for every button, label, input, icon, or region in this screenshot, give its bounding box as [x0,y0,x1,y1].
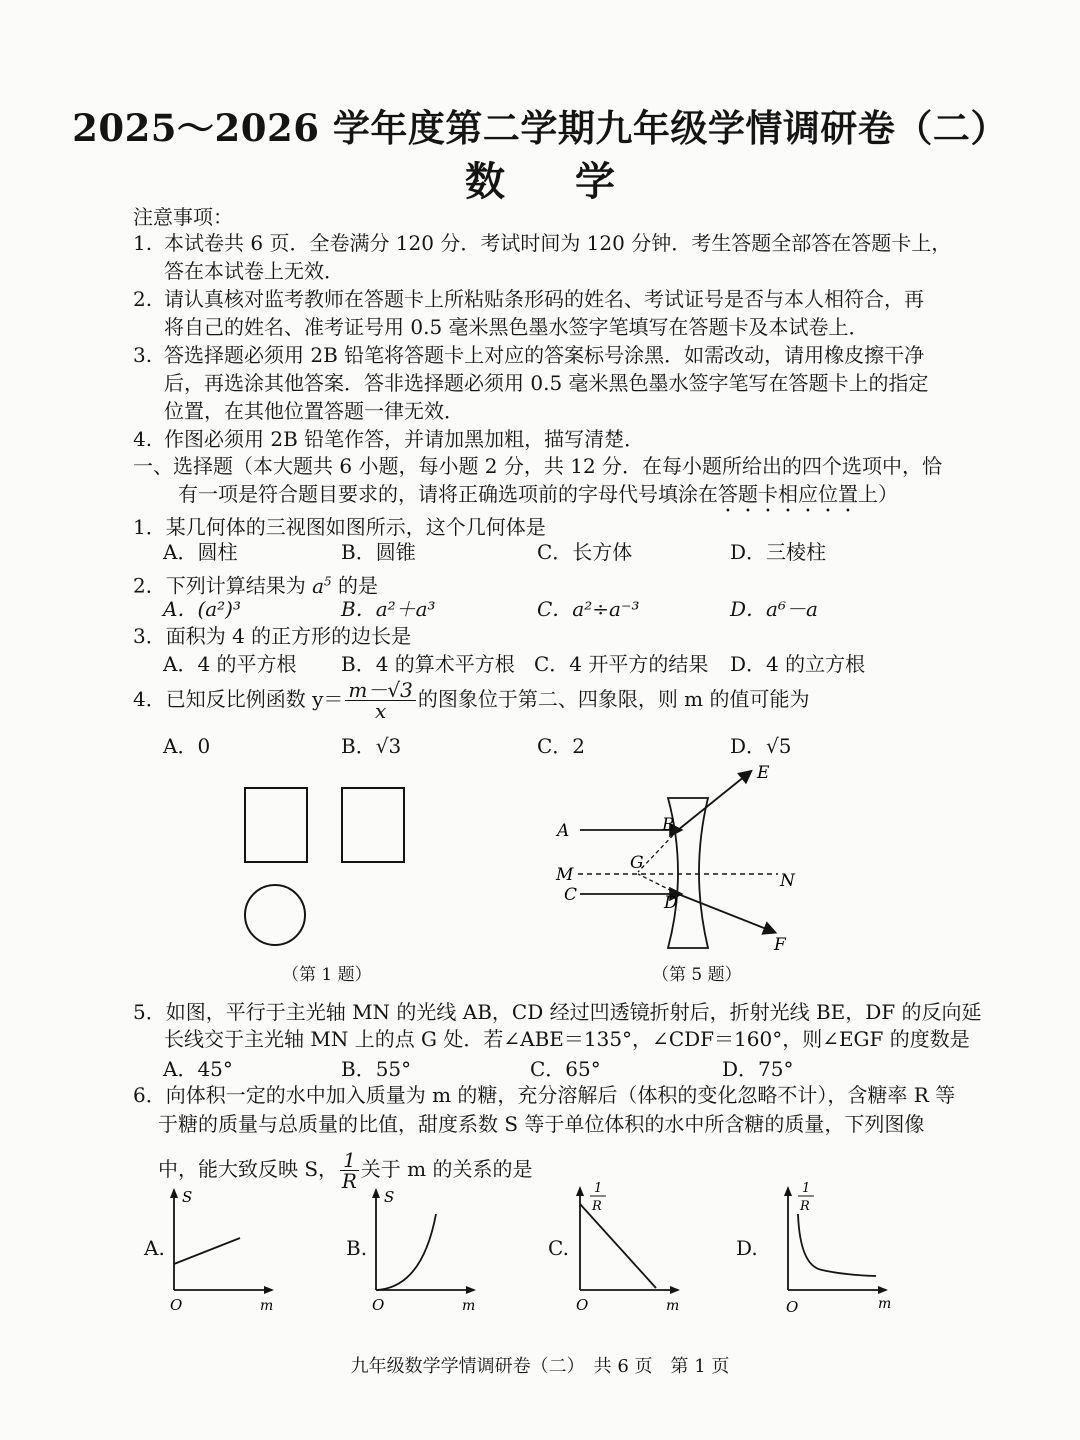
label-a: A [557,821,570,841]
q4-fraction [345,680,415,721]
q4-option-b[interactable]: B．√3 [341,734,402,758]
q3-option-b[interactable]: B．4 的算术平方根 [341,652,515,676]
q4-option-a[interactable]: A．0 [163,734,211,758]
notice-item-4-line1: 作图必须用 2B 铅笔作答，并请加黑加粗，描写清楚． [164,427,645,451]
subject-title: 数 学 [465,158,643,205]
q2-option-c[interactable]: C．a²÷a⁻³ [537,597,640,621]
q2-option-a[interactable]: A．(a²)³ [163,597,242,621]
ray-df [678,894,774,932]
q4-stem-b: 的图象位于第二、四象限，则 m 的值可能为 [417,687,810,711]
graph-c-origin: O [576,1296,589,1314]
q1-option-a[interactable]: A．圆柱 [163,540,238,564]
graph-d-xlabel: m [878,1296,892,1312]
section1-heading-line1: 一、选择题（本大题共 6 小题，每小题 2 分，共 12 分．在每小题所给出的四个选项中，恰 [133,454,943,478]
graph-c-ylabel-num: 1 [594,1181,603,1196]
x-arrow-icon [878,1286,888,1294]
notice-heading: 注意事项： [133,205,233,229]
graph-d-curve [798,1214,876,1276]
q4-frac-den: x [374,699,387,723]
section1-heading-line2 [178,480,898,517]
y-arrow-icon [576,1186,584,1196]
q4-stem-a: 4．已知反比例函数 y＝ [133,687,344,711]
q1-stem: 1．某几何体的三视图如图所示，这个几何体是 [133,515,546,539]
section1-line2-b: 上） [858,482,898,506]
q2-option-b[interactable]: B．a²＋a³ [341,597,436,621]
q6-graph-a[interactable] [160,1180,285,1315]
ray-be [678,772,750,830]
q4-option-d[interactable]: D．√5 [730,734,792,758]
graph-a-ylabel: S [182,1188,193,1206]
q3-option-c[interactable]: C．4 开平方的结果 [534,652,709,676]
q2-option-d[interactable]: D．a⁶－a [730,597,818,621]
q1-option-b[interactable]: B．圆锥 [341,540,416,564]
q1-figure-caption: （第 1 题） [282,965,372,985]
y-arrow-icon [372,1188,380,1198]
q6-graph-d[interactable] [774,1178,899,1315]
q5-lens-figure [550,760,810,960]
extension-bg [638,830,678,872]
top-view-circle [245,885,305,945]
front-view-rect [245,788,307,862]
q2-stem-a: 2．下列计算结果为 [133,573,313,598]
notice-item-2-num: 2. [133,287,153,311]
section1-line2-emphasis: 答题卡相应位置 [718,482,858,506]
graph-c-ylabel-den: R [592,1199,602,1214]
q6-fraction [340,1150,359,1191]
q3-option-d[interactable]: D．4 的立方根 [730,652,866,676]
side-view-rect [342,788,404,862]
notice-item-3-line3: 位置，在其他位置答题一律无效． [164,399,464,423]
q6-line3-a: 中，能大致反映 S， [158,1157,339,1181]
q5-option-b[interactable]: B．55° [341,1057,412,1081]
graph-b-curve [376,1214,436,1290]
q6-frac-den: R [341,1169,357,1193]
q6-frac-num: 1 [340,1150,359,1171]
graph-a-origin: O [170,1296,183,1314]
q5-option-d[interactable]: D．75° [722,1057,794,1081]
y-arrow-icon [784,1186,792,1196]
q4-stem [133,680,810,721]
q5-option-c[interactable]: C．65° [530,1057,601,1081]
x-arrow-icon [466,1286,476,1294]
q5-stem-line1: 5．如图，平行于主光轴 MN 的光线 AB，CD 经过凹透镜折射后，折射光线 BE，DF 的反向延 [133,1000,982,1024]
notice-item-3-line1: 答选择题必须用 2B 铅笔将答题卡上对应的答案标号涂黑．如需改动，请用橡皮擦干净 [164,343,925,367]
graph-d-ylabel-num: 1 [802,1181,811,1196]
label-c: C [564,885,578,905]
q6-stem-line2: 于糖的质量与总质量的比值，甜度系数 S 等于单位体积的水中所含糖的质量，下列图像 [158,1112,925,1136]
graph-c-curve [580,1204,656,1288]
notice-item-1-num: 1. [133,231,153,255]
q3-option-a[interactable]: A．4 的平方根 [163,652,297,676]
q6-graph-c-letter[interactable]: C. [548,1236,569,1260]
label-g: G [630,853,644,873]
q3-stem: 3．面积为 4 的正方形的边长是 [133,624,412,648]
label-f: F [774,935,786,955]
x-arrow-icon [670,1286,680,1294]
label-e: E [757,763,770,783]
q2-stem-b: 的是 [331,573,379,598]
q6-graph-b[interactable] [362,1180,487,1315]
notice-item-2-line1: 请认真核对监考教师在答题卡上所粘贴条形码的姓名、考试证号是否与本人相符合，再 [164,287,924,311]
graph-b-xlabel: m [462,1298,476,1314]
exam-title: 2025～2026 学年度第二学期九年级学情调研卷（二） [72,106,1008,150]
graph-a-curve [174,1238,240,1264]
notice-item-1-line2: 答在本试卷上无效． [164,259,344,283]
notice-item-2-line2: 将自己的姓名、准考证号用 0.5 毫米黑色墨水签字笔填写在答题卡及本试卷上． [164,315,869,339]
q1-three-views-figure [230,780,430,980]
notice-item-4-num: 4. [133,427,153,451]
page-footer: 九年级数学学情调研卷（二） 共 6 页 第 1 页 [350,1356,730,1377]
q4-option-c[interactable]: C．2 [537,734,586,758]
q1-option-d[interactable]: D．三棱柱 [730,540,827,564]
q5-figure-caption: （第 5 题） [652,965,742,985]
graph-c-xlabel: m [666,1298,680,1314]
q6-stem-line1: 6．向体积一定的水中加入质量为 m 的糖，充分溶解后（体积的变化忽略不计），含糖率 R 等 [133,1083,956,1107]
q6-graph-b-letter[interactable]: B. [346,1236,368,1260]
graph-b-ylabel: S [384,1188,395,1206]
q6-graph-a-letter[interactable]: A. [144,1236,165,1260]
q6-graph-c[interactable] [566,1178,691,1315]
y-arrow-icon [170,1188,178,1198]
q5-stem-line2: 长线交于主光轴 MN 上的点 G 处．若∠ABE＝135°，∠CDF＝160°，则∠EGF 的度数是 [164,1027,970,1051]
graph-a-xlabel: m [260,1298,274,1314]
q5-option-a[interactable]: A．45° [163,1057,233,1081]
graph-d-origin: O [786,1298,799,1315]
label-n: N [780,871,795,891]
q2-a5: $a^5$ [312,573,332,598]
notice-item-3-line2: 后，再选涂其他答案．答非选择题必须用 0.5 毫米黑色墨水签字笔写在答题卡上的指定 [164,371,929,395]
q1-option-c[interactable]: C．长方体 [537,540,633,564]
label-b: B [662,815,675,835]
graph-b-origin: O [372,1296,385,1314]
label-m: M [556,865,574,885]
q4-frac-num: m－√3 [345,680,415,701]
q6-graph-d-letter[interactable]: D. [736,1236,758,1260]
notice-item-3-num: 3. [133,343,153,367]
notice-item-1-line1: 本试卷共 6 页．全卷满分 120 分．考试时间为 120 分钟．考生答题全部答在答题卡上， [164,231,952,255]
x-arrow-icon [264,1286,274,1294]
section1-line2-a: 有一项是符合题目要求的，请将正确选项前的字母代号填涂在 [178,482,718,506]
extension-dg [638,874,678,894]
graph-d-ylabel-den: R [800,1199,810,1214]
label-d: D [664,893,678,913]
q6-line3-b: 关于 m 的关系的是 [360,1157,533,1181]
